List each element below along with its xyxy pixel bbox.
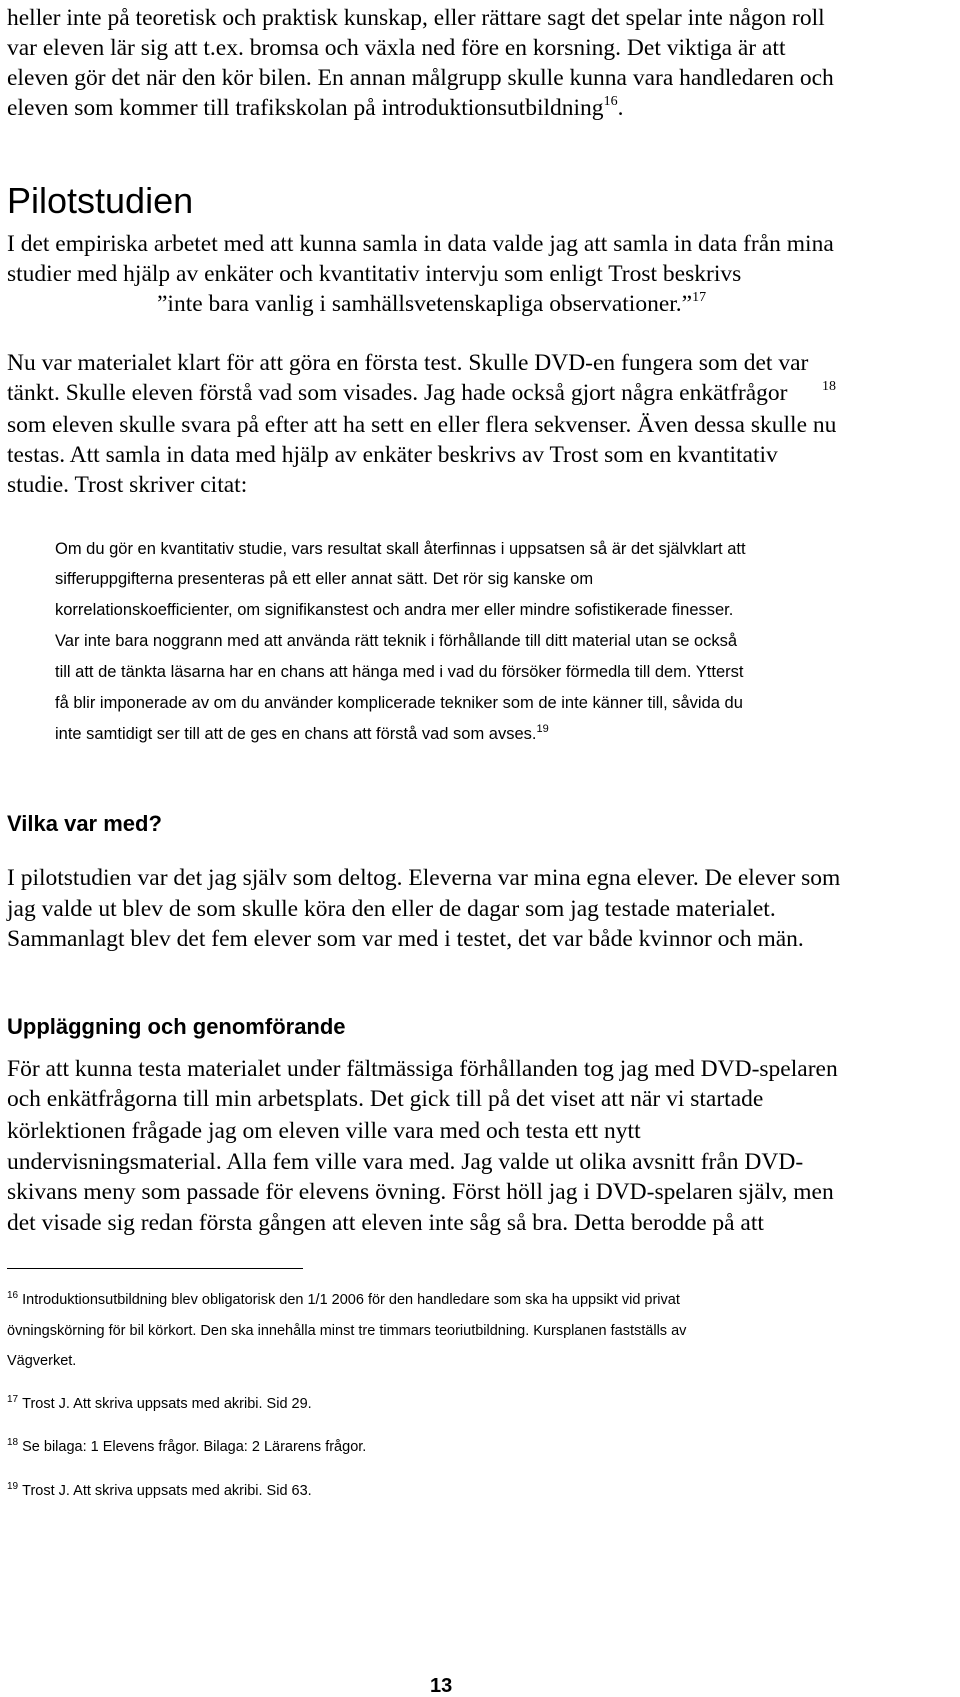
body-text-line: I pilotstudien var det jag själv som deltog. Eleverna var mina egna elever. De elever som (7, 865, 841, 891)
body-text-line: studie. Trost skriver citat: (7, 472, 248, 498)
footnote-text: Trost J. Att skriva uppsats med akribi. Sid 29. (22, 1396, 312, 1412)
body-text-line: I det empiriska arbetet med att kunna samla in data valde jag att samla in data från mina (7, 231, 834, 257)
footnote (7, 1394, 312, 1412)
body-text-line (157, 290, 707, 317)
footnote-number: 18 (7, 1437, 19, 1448)
block-quote-line: Var inte bara noggrann med att använda rätt teknik i förhållande till ditt material utan se också (55, 632, 738, 650)
quoted-text: ”inte bara vanlig i samhällsvetenskapliga observationer.” (157, 291, 693, 317)
footnote-number: 19 (7, 1481, 19, 1492)
body-text-line: undervisningsmaterial. Alla fem ville vara med. Jag valde ut olika avsnitt från DVD- (7, 1149, 804, 1175)
section-heading: Pilotstudien (7, 180, 194, 221)
body-text-line: För att kunna testa materialet under fältmässiga förhållanden tog jag med DVD-spelaren (7, 1056, 838, 1082)
body-text-line: Nu var materialet klart för att göra en första test. Skulle DVD-en fungera som det var (7, 350, 809, 376)
footnote-text: Introduktionsutbildning blev obligatorisk den 1/1 2006 för den handledare som ska ha uppsikt vid privat (22, 1292, 680, 1308)
footnote (7, 1290, 680, 1308)
footnote-text: Trost J. Att skriva uppsats med akribi. Sid 63. (22, 1483, 312, 1499)
footnote (7, 1437, 367, 1455)
section-heading: Vilka var med? (7, 811, 162, 836)
body-text-line: testas. Att samla in data med hjälp av enkäter beskrivs av Trost som en kvantitativ (7, 442, 778, 468)
footnote-ref[interactable]: 17 (692, 290, 707, 305)
footnote (7, 1481, 312, 1499)
body-text-line: skivans meny som passade för elevens övning. Först höll jag i DVD-spelaren själv, men (7, 1179, 834, 1205)
body-text-line: heller inte på teoretisk och praktisk kunskap, eller rättare sagt det spelar inte någon roll (7, 5, 825, 31)
footnote-line: övningskörning för bil körkort. Den ska innehålla minst tre timmars teoriutbildning. Kursplanen fastställs av (7, 1323, 687, 1339)
body-text-line: eleven gör det när den kör bilen. En annan målgrupp skulle kunna vara handledaren och (7, 65, 834, 91)
body-text-line: som eleven skulle svara på efter att ha sett en eller flera sekvenser. Även dessa skulle nu (7, 412, 837, 438)
body-text-line: det visade sig redan första gången att eleven inte såg så bra. Detta berodde på att (7, 1210, 764, 1236)
footnote-ref[interactable]: 19 (536, 723, 549, 735)
footnote-number: 17 (7, 1394, 19, 1405)
body-text-line: körlektionen frågade jag om eleven ville vara med och testa ett nytt (7, 1118, 641, 1144)
footnote-number: 16 (7, 1290, 19, 1301)
footnote-ref[interactable]: 18 (822, 379, 836, 394)
text-span: . (617, 95, 624, 121)
body-text-line: tänkt. Skulle eleven förstå vad som visades. Jag hade också gjort några enkätfrågor (7, 380, 788, 406)
body-text-line: var eleven lär sig att t.ex. bromsa och växla ned före en korsning. Det viktiga är att (7, 35, 786, 61)
section-heading: Uppläggning och genomförande (7, 1014, 346, 1039)
footnote-line: Vägverket. (7, 1353, 77, 1369)
footnote-ref-line (822, 379, 836, 406)
body-text-line: studier med hjälp av enkäter och kvantitativ intervju som enligt Trost beskrivs (7, 261, 742, 287)
footnote-text: Se bilaga: 1 Elevens frågor. Bilaga: 2 Lärarens frågor. (22, 1439, 367, 1455)
body-text-line (7, 94, 624, 121)
block-quote-line (55, 723, 549, 743)
page-number: 13 (430, 1675, 453, 1697)
block-quote-line: få blir imponerade av om du använder komplicerade tekniker som de inte känner till, såvida du (55, 694, 743, 712)
body-text-line: jag valde ut blev de som skulle köra den eller de dagar som jag testade materialet. (7, 896, 776, 922)
block-quote-line: korrelationskoefficienter, om signifikanstest och andra mer eller mindre sofistikerade finesser. (55, 601, 734, 619)
footnote-ref[interactable]: 16 (603, 94, 618, 109)
footnote-separator (7, 1268, 303, 1269)
body-text-line: Sammanlagt blev det fem elever som var med i testet, det var både kvinnor och män. (7, 926, 804, 952)
text-span: inte samtidigt ser till att de ges en chans att förstå vad som avses. (55, 725, 537, 743)
body-text-line: och enkätfrågorna till min arbetsplats. Det gick till på det viset att när vi startade (7, 1086, 764, 1112)
block-quote-line: Om du gör en kvantitativ studie, vars resultat skall återfinnas i uppsatsen så är det självklart att (55, 540, 746, 558)
text-span: eleven som kommer till trafikskolan på introduktionsutbildning (7, 95, 604, 121)
block-quote-line: till att de tänkta läsarna har en chans att hänga med i vad du försöker förmedla till dem. Ytterst (55, 663, 744, 681)
block-quote-line: sifferuppgifterna presenteras på ett eller annat sätt. Det rör sig kanske om (55, 570, 594, 588)
